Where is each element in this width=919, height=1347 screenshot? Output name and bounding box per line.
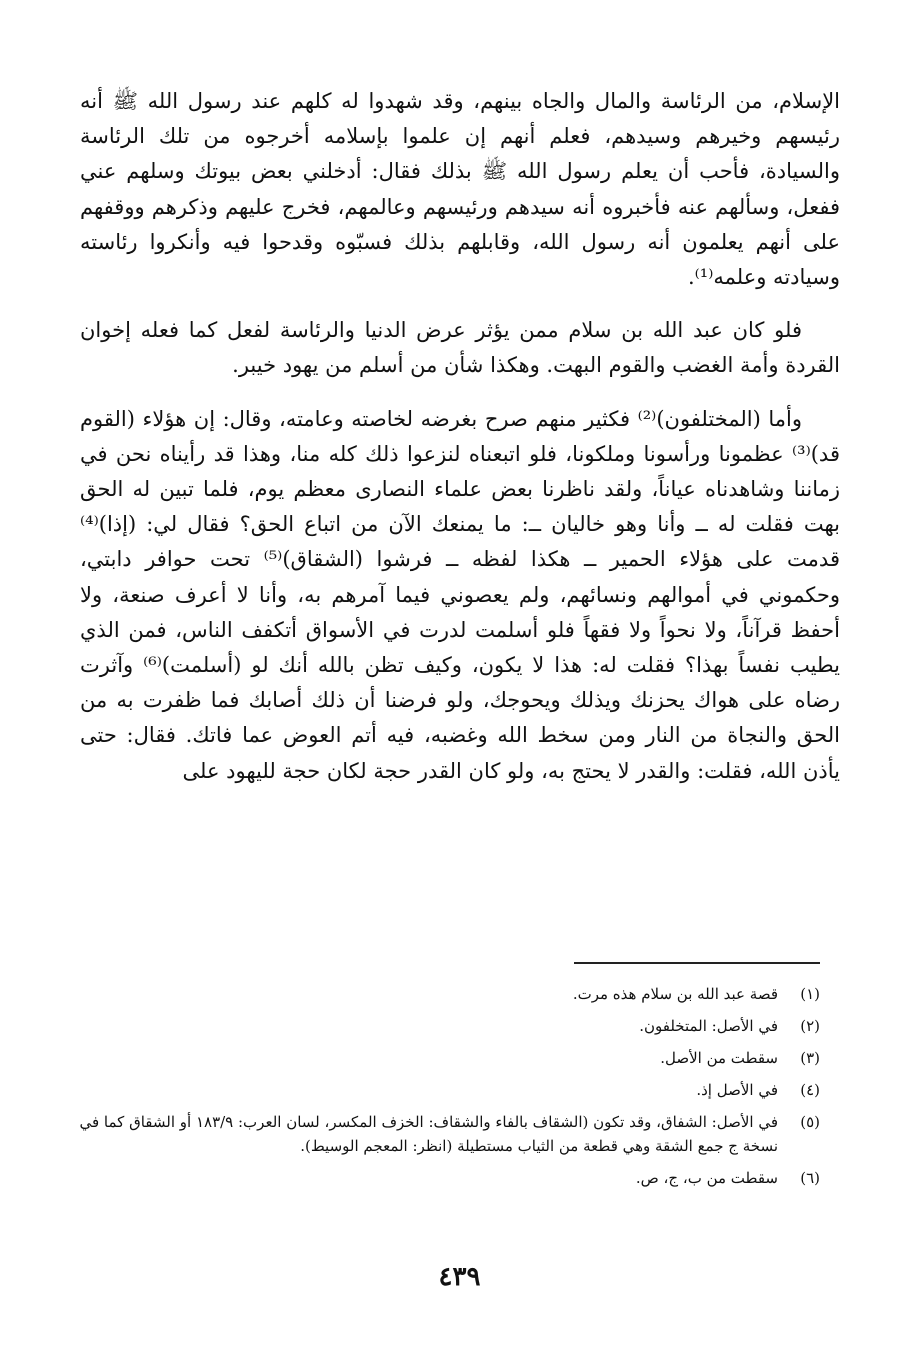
main-text xyxy=(80,84,840,789)
footnote-number: (٥) xyxy=(800,1113,820,1131)
footnotes xyxy=(76,982,820,1198)
footnote-item xyxy=(76,982,820,1006)
footnote-number: (٣) xyxy=(800,1049,820,1067)
footnote-separator xyxy=(574,962,820,964)
footnote-item xyxy=(76,1046,820,1070)
footnote-item xyxy=(76,1166,820,1190)
footnote-text: في الأصل: المتخلفون. xyxy=(639,1017,778,1035)
footnote-number: (٢) xyxy=(800,1017,820,1035)
paragraph-3: وأما (المختلفون)⁽²⁾ فكثير منهم صرح بغرضه لخاصته وعامته، وقال: إن هؤلاء (القوم قد)⁽³⁾ عظمونا ورأسونا وملكونا، فلو اتبعناه لنزعوا ذلك كله منا، وهذا قد رأيناه نحن في زماننا وشاهدناه عياناً، ولقد ناظرنا بعض علماء النصارى معظم يوم، فلما تبين له الحق بهت فقلت له ــ وأنا وهو خاليان ــ: ما يمنعك الآن من اتباع الحق؟ فقال لي: (إذا)⁽⁴⁾ قدمت على هؤلاء الحمير ــ هكذا لفظه ــ فرشوا (الشقاق)⁽⁵⁾ تحت حوافر دابتي، وحكموني في أموالهم ونسائهم، ولم يعصوني فيما آمرهم به، وأنا لا أعرف صنعة، ولا أحفظ قرآناً، ولا نحواً ولا فقهاً فلو أسلمت لدرت في الأسواق أتكفف الناس، فمن الذي يطيب نفساً بهذا؟ فقلت له: هذا لا يكون، وكيف تظن بالله أنك لو (أسلمت)⁽⁶⁾ وآثرت رضاه على هواك يحزنك ويذلك ويحوجك، ولو فرضنا أن ذلك أصابك فما ظفرت به من الحق والنجاة من النار ومن سخط الله وغضبه، فيه أتم العوض عما فاتك. فقال: حتى يأذن الله، فقلت: والقدر لا يحتج به، ولو كان القدر حجة لكان حجة لليهود على xyxy=(80,406,840,783)
page-number: ٤٣٩ xyxy=(438,1262,481,1292)
footnote-text: سقطت من ب، ج، ص. xyxy=(635,1169,778,1187)
footnote-item xyxy=(76,1110,820,1158)
paragraph-2: فلو كان عبد الله بن سلام ممن يؤثر عرض الدنيا والرئاسة لفعل كما فعله إخوان القردة وأمة الغضب والقوم البهت. وهكذا شأن من أسلم من يهود خيبر. xyxy=(80,318,840,378)
footnote-number: (٤) xyxy=(800,1081,820,1099)
footnote-item xyxy=(76,1078,820,1102)
footnote-number: (١) xyxy=(800,985,820,1003)
paragraph-1: الإسلام، من الرئاسة والمال والجاه بينهم، وقد شهدوا له كلهم عند رسول الله ﷺ أنه رئيسهم وخيرهم وسيدهم، فعلم أنهم إن علموا بإسلامه أخرجوه من تلك الرئاسة والسيادة، فأحب أن يعلم رسول الله ﷺ بذلك فقال: أدخلني بعض بيوتك وسلهم عني ففعل، وسألهم عنه فأخبروه أنه سيدهم ورئيسهم وعالمهم، فخرج عليهم وذكرهم ووقفهم على أنهم يعلمون أنه رسول الله، وقابلهم بذلك فسبّوه وقدحوا فيه وأنكروا رئاسته وسيادته وعلمه⁽¹⁾. xyxy=(80,89,840,290)
footnote-text: قصة عبد الله بن سلام هذه مرت. xyxy=(572,985,778,1003)
footnote-item xyxy=(76,1014,820,1038)
footnote-text: في الأصل: الشفاق، وقد تكون (الشقاف بالفاء والشقاف: الخزف المكسر، لسان العرب: ١٨٣/٩ أو الشقاق كما في نسخة ج جمع الشقة وهي قطعة من الثياب مستطيلة (انظر: المعجم الوسيط). xyxy=(79,1113,778,1155)
footnote-number: (٦) xyxy=(800,1169,820,1187)
footnote-text: في الأصل إذ. xyxy=(696,1081,778,1099)
footnote-text: سقطت من الأصل. xyxy=(660,1049,778,1067)
